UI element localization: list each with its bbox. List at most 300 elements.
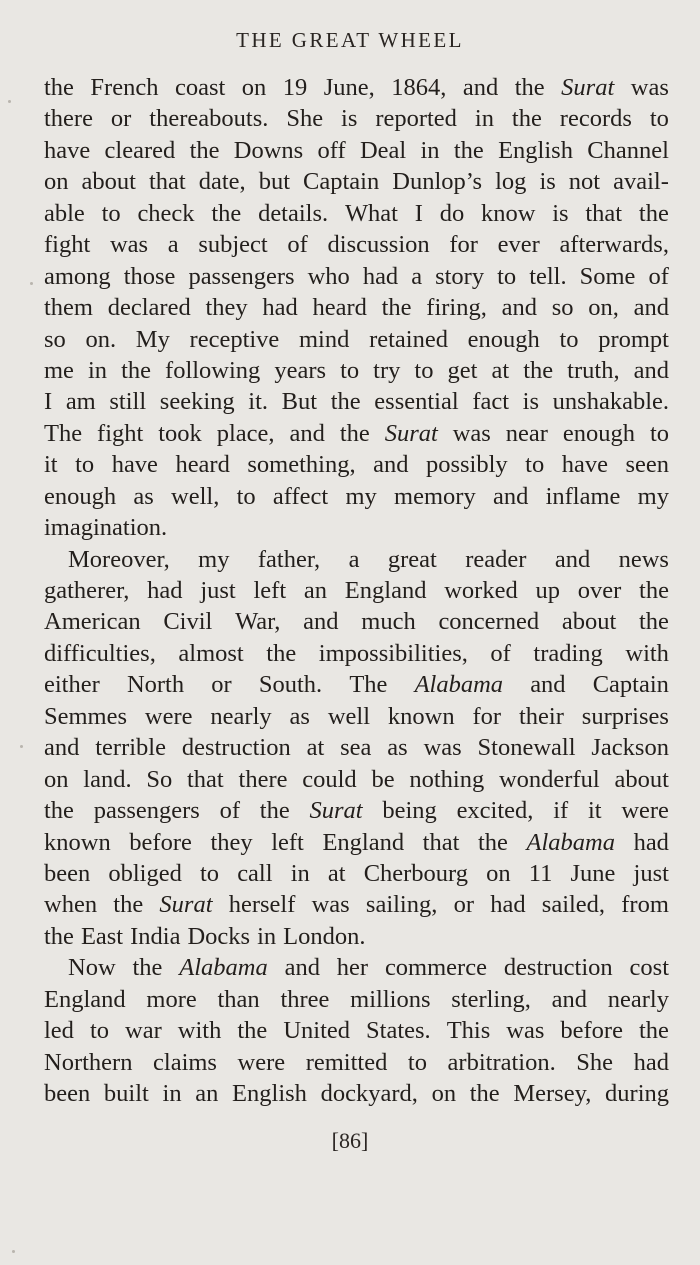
word: was — [311, 891, 350, 919]
word: my — [345, 482, 377, 510]
word: 1864, — [391, 74, 447, 101]
text-line — [44, 355, 669, 386]
word: was — [630, 74, 669, 101]
word: there — [44, 105, 93, 133]
word: to — [559, 325, 579, 353]
word: before — [129, 828, 192, 856]
word: the — [189, 136, 220, 164]
word: is — [522, 388, 540, 416]
word: Now — [68, 954, 116, 982]
word: is — [341, 105, 358, 133]
word: the — [514, 74, 545, 101]
word: on — [241, 74, 267, 101]
word: as — [289, 702, 310, 730]
word: Moreover, — [68, 545, 170, 573]
word: The — [44, 419, 83, 447]
word: am — [65, 388, 96, 416]
word: on — [44, 765, 69, 793]
word: heard — [312, 294, 367, 322]
word: that — [187, 765, 224, 793]
word: an — [303, 577, 328, 604]
word: French — [90, 74, 159, 101]
word: nearly — [607, 985, 669, 1013]
word: excited, — [456, 797, 534, 825]
word: or — [110, 105, 132, 133]
word: subject — [198, 231, 268, 259]
word: the — [639, 577, 669, 604]
word: of — [490, 639, 511, 667]
word: the — [381, 294, 412, 322]
word: millions — [350, 985, 431, 1013]
word: Surat — [309, 797, 363, 825]
word: from — [621, 891, 669, 919]
word: check — [137, 199, 195, 227]
word: so — [551, 294, 574, 322]
word: left — [271, 828, 304, 856]
word: land. — [83, 765, 132, 793]
text-line — [44, 449, 669, 480]
word: either — [44, 671, 100, 699]
word: were — [621, 797, 669, 825]
word: up — [535, 577, 560, 604]
word: if — [553, 797, 569, 825]
word: the — [259, 797, 290, 825]
word: and — [554, 545, 591, 573]
word: seeking — [159, 388, 235, 416]
word: concerned — [438, 608, 540, 636]
word: was — [109, 231, 149, 259]
word: War, — [235, 608, 281, 636]
word: arbitration. — [447, 1048, 556, 1076]
word: South. — [258, 671, 323, 699]
word: almost — [178, 639, 244, 667]
word: and — [289, 419, 325, 447]
word: had — [633, 1048, 669, 1076]
word: cost — [629, 954, 669, 982]
word: sterling, — [451, 985, 531, 1013]
word: in — [420, 136, 440, 164]
text-line — [44, 72, 669, 103]
word: herself — [228, 891, 296, 919]
word: seen — [625, 451, 669, 479]
word: have — [561, 451, 608, 479]
word: to — [101, 199, 121, 227]
word: affect — [272, 482, 329, 510]
word: a — [411, 262, 423, 290]
word: known — [44, 828, 111, 856]
word: had — [490, 891, 526, 919]
text-line — [44, 512, 669, 543]
text-line — [44, 764, 669, 795]
text-line — [44, 103, 669, 134]
word: tell. — [529, 262, 567, 290]
text-line — [44, 229, 669, 260]
word: in — [257, 922, 277, 950]
word: was — [423, 734, 462, 762]
word: and — [530, 671, 566, 699]
word: cleared — [104, 136, 176, 164]
word: but — [258, 168, 290, 196]
word: Northern — [44, 1048, 133, 1076]
word: at — [327, 859, 346, 887]
word: memory — [394, 482, 476, 510]
word: sea — [340, 734, 372, 762]
word: get — [447, 356, 478, 384]
word: be — [371, 765, 395, 793]
word: Alabama — [526, 828, 615, 856]
word: in — [290, 859, 310, 887]
text-line — [44, 701, 669, 732]
paper-speck — [20, 745, 23, 748]
word: heard — [175, 451, 230, 479]
word: do — [439, 199, 465, 227]
word: Surat — [561, 74, 615, 101]
word: that — [422, 828, 460, 856]
word: imagination. — [44, 514, 168, 542]
word: English — [232, 1080, 307, 1107]
word: Mersey, — [513, 1080, 592, 1107]
word: as — [387, 734, 408, 762]
word: I — [414, 199, 423, 227]
word: enough — [562, 419, 635, 447]
word: But — [281, 388, 318, 416]
word: and — [44, 734, 80, 762]
word: the — [523, 356, 554, 384]
text-line — [44, 324, 669, 355]
word: an — [195, 1080, 219, 1107]
text-line — [44, 166, 669, 197]
word: not — [568, 168, 601, 196]
word: the — [44, 922, 74, 950]
word: The — [349, 671, 388, 699]
text-line — [44, 921, 669, 952]
word: wonderful — [498, 765, 600, 793]
word: or — [453, 891, 474, 919]
word: and — [633, 294, 669, 322]
text-line — [44, 1078, 669, 1109]
word: took — [158, 419, 202, 447]
word: obliged — [108, 859, 182, 887]
word: I — [44, 388, 53, 416]
word: retained — [369, 325, 448, 353]
word: still — [109, 388, 147, 416]
word: Semmes — [44, 702, 128, 730]
word: it — [44, 451, 58, 479]
word: This — [446, 1017, 491, 1045]
word: war — [125, 1017, 162, 1045]
word: during — [605, 1080, 669, 1107]
word: my — [637, 482, 669, 510]
word: was — [506, 1017, 545, 1045]
word: American — [44, 608, 141, 636]
running-head: THE GREAT WHEEL — [236, 28, 464, 52]
word: nothing — [409, 765, 485, 793]
word: England — [322, 828, 405, 856]
word: near — [505, 419, 548, 447]
word: they — [205, 294, 248, 322]
word: on — [431, 1080, 457, 1107]
word: to — [525, 451, 545, 479]
word: the — [113, 891, 144, 919]
word: in — [474, 105, 494, 133]
paper-speck — [30, 282, 33, 285]
word: records — [559, 105, 632, 133]
word: on, — [588, 294, 619, 322]
word: built — [103, 1080, 149, 1107]
word: dockyard, — [320, 1080, 418, 1107]
word: off — [317, 136, 346, 164]
word: East — [80, 922, 124, 950]
word: to — [340, 356, 360, 384]
word: India — [130, 922, 181, 950]
word: destruction — [181, 734, 291, 762]
word: What — [344, 199, 398, 227]
word: claims — [153, 1048, 217, 1076]
word: the — [339, 419, 370, 447]
word: there — [238, 765, 288, 793]
word: the — [478, 828, 508, 856]
text-line — [44, 984, 669, 1015]
word: Civil — [163, 608, 213, 636]
word: well — [327, 702, 371, 730]
word: terrible — [95, 734, 166, 762]
word: and — [462, 74, 499, 101]
word: something, — [247, 451, 356, 479]
word: and — [633, 356, 669, 384]
word: me — [44, 356, 74, 384]
text-line — [44, 418, 669, 449]
text-line — [44, 669, 669, 700]
word: destruction — [503, 954, 613, 982]
word: on. — [85, 325, 117, 353]
word: the — [44, 74, 74, 101]
word: passengers — [188, 262, 295, 290]
word: just — [633, 859, 669, 887]
word: them — [44, 294, 93, 322]
word: United — [283, 1017, 350, 1045]
word: much — [361, 608, 416, 636]
word: it. — [248, 388, 269, 416]
word: She — [286, 105, 324, 133]
word: Stonewall — [477, 734, 576, 762]
word: of — [219, 797, 241, 825]
text-line — [44, 827, 669, 858]
word: about — [81, 168, 136, 196]
word: years — [274, 356, 327, 384]
word: So — [146, 765, 173, 793]
word: great — [387, 545, 437, 573]
word: know — [481, 199, 536, 227]
word: call — [237, 859, 273, 887]
word: the — [266, 639, 297, 667]
page-number: [86] — [331, 1128, 369, 1153]
word: have — [44, 136, 91, 164]
word: or — [211, 671, 232, 699]
word: news — [618, 545, 669, 573]
word: known — [387, 702, 455, 730]
body-text — [44, 72, 669, 1109]
word: surprises — [581, 702, 669, 730]
word: declared — [107, 294, 191, 322]
word: unshakable. — [552, 388, 669, 416]
word: enough — [467, 325, 540, 353]
text-line — [44, 481, 669, 512]
text-line — [44, 261, 669, 292]
word: at — [491, 356, 510, 384]
word: remitted — [305, 1048, 388, 1076]
word: well, — [171, 482, 220, 510]
word: fight — [44, 231, 91, 259]
word: to — [497, 262, 517, 290]
word: firing, — [426, 294, 487, 322]
text-line — [44, 1015, 669, 1046]
word: place, — [216, 419, 275, 447]
word: to — [89, 1017, 110, 1045]
word: receptive — [189, 325, 280, 353]
word: She — [576, 1048, 614, 1076]
word: Surat — [159, 891, 213, 919]
word: sailing, — [365, 891, 438, 919]
word: were — [237, 1048, 286, 1076]
word: Alabama — [414, 671, 504, 699]
text-line — [44, 858, 669, 889]
word: England — [44, 985, 126, 1013]
word: London. — [283, 922, 366, 950]
word: coast — [174, 74, 226, 101]
word: following — [165, 356, 261, 384]
word: Deal — [359, 136, 407, 164]
word: to — [75, 451, 95, 479]
text-line — [44, 198, 669, 229]
word: Surat — [384, 419, 438, 447]
word: father, — [257, 545, 321, 573]
word: England — [344, 577, 427, 604]
word: fight — [97, 419, 144, 447]
text-line — [44, 292, 669, 323]
word: when — [44, 891, 98, 919]
word: to — [649, 105, 669, 133]
word: and — [284, 954, 320, 982]
word: and — [303, 608, 339, 636]
word: a — [167, 231, 179, 259]
word: that — [585, 199, 623, 227]
word: among — [44, 262, 111, 290]
word: the — [638, 1017, 669, 1045]
word: avail- — [613, 168, 669, 196]
word: gatherer, — [44, 577, 130, 604]
word: had — [262, 294, 298, 322]
word: as — [133, 482, 154, 510]
word: could — [302, 765, 357, 793]
word: they — [210, 828, 253, 856]
word: able — [44, 199, 85, 227]
word: story — [435, 262, 485, 290]
word: log — [495, 168, 527, 196]
word: so — [44, 325, 66, 353]
word: to — [236, 482, 256, 510]
word: that — [148, 168, 186, 196]
word: in — [87, 356, 108, 384]
word: truth, — [567, 356, 620, 384]
word: Channel — [587, 136, 669, 164]
word: is — [552, 199, 569, 227]
word: the — [638, 199, 669, 227]
word: the — [121, 356, 151, 384]
word: My — [135, 325, 170, 353]
word: at — [306, 734, 325, 762]
word: her — [336, 954, 369, 982]
word: those — [123, 262, 176, 290]
word: of — [648, 262, 669, 290]
word: Cherbourg — [363, 859, 469, 887]
word: commerce — [384, 954, 487, 982]
word: had — [633, 828, 669, 856]
text-line — [44, 638, 669, 669]
word: just — [200, 577, 236, 604]
text-line — [44, 889, 669, 920]
word: fact — [472, 388, 510, 416]
word: led — [44, 1017, 74, 1045]
word: English — [498, 136, 573, 164]
word: reported — [375, 105, 457, 133]
word: 11 — [528, 859, 553, 887]
word: than — [217, 985, 260, 1013]
word: a — [348, 545, 360, 573]
word: the — [511, 105, 542, 133]
word: June, — [323, 74, 375, 101]
word: the — [453, 136, 484, 164]
word: thereabouts. — [149, 105, 269, 133]
word: Some — [579, 262, 636, 290]
word: for — [472, 702, 502, 730]
word: three — [280, 985, 330, 1013]
word: more — [146, 985, 197, 1013]
word: the — [132, 954, 163, 982]
word: were — [144, 702, 193, 730]
word: nearly — [210, 702, 272, 730]
word: June — [570, 859, 616, 887]
word: in — [162, 1080, 182, 1107]
word: left — [253, 577, 287, 604]
word: essential — [374, 388, 459, 416]
word: for — [449, 231, 478, 259]
text-line — [44, 1047, 669, 1078]
word: inflame — [545, 482, 621, 510]
word: the — [639, 608, 669, 636]
word: difficulties, — [44, 639, 156, 667]
word: had — [147, 577, 183, 604]
word: mind — [299, 325, 350, 353]
word: discussion — [327, 231, 430, 259]
word: been — [44, 1080, 91, 1107]
word: and — [551, 985, 587, 1013]
word: Captain — [592, 671, 669, 699]
text-line — [44, 386, 669, 417]
word: Docks — [187, 922, 251, 950]
word: to — [200, 859, 220, 887]
word: the — [469, 1080, 500, 1107]
word: afterwards, — [559, 231, 669, 259]
word: and — [373, 451, 409, 479]
word: been — [44, 859, 91, 887]
word: ever — [497, 231, 540, 259]
word: and — [501, 294, 537, 322]
word: to — [649, 419, 669, 447]
word: before — [560, 1017, 623, 1045]
word: reader — [465, 545, 527, 573]
word: my — [198, 545, 230, 573]
word: the — [330, 388, 361, 416]
